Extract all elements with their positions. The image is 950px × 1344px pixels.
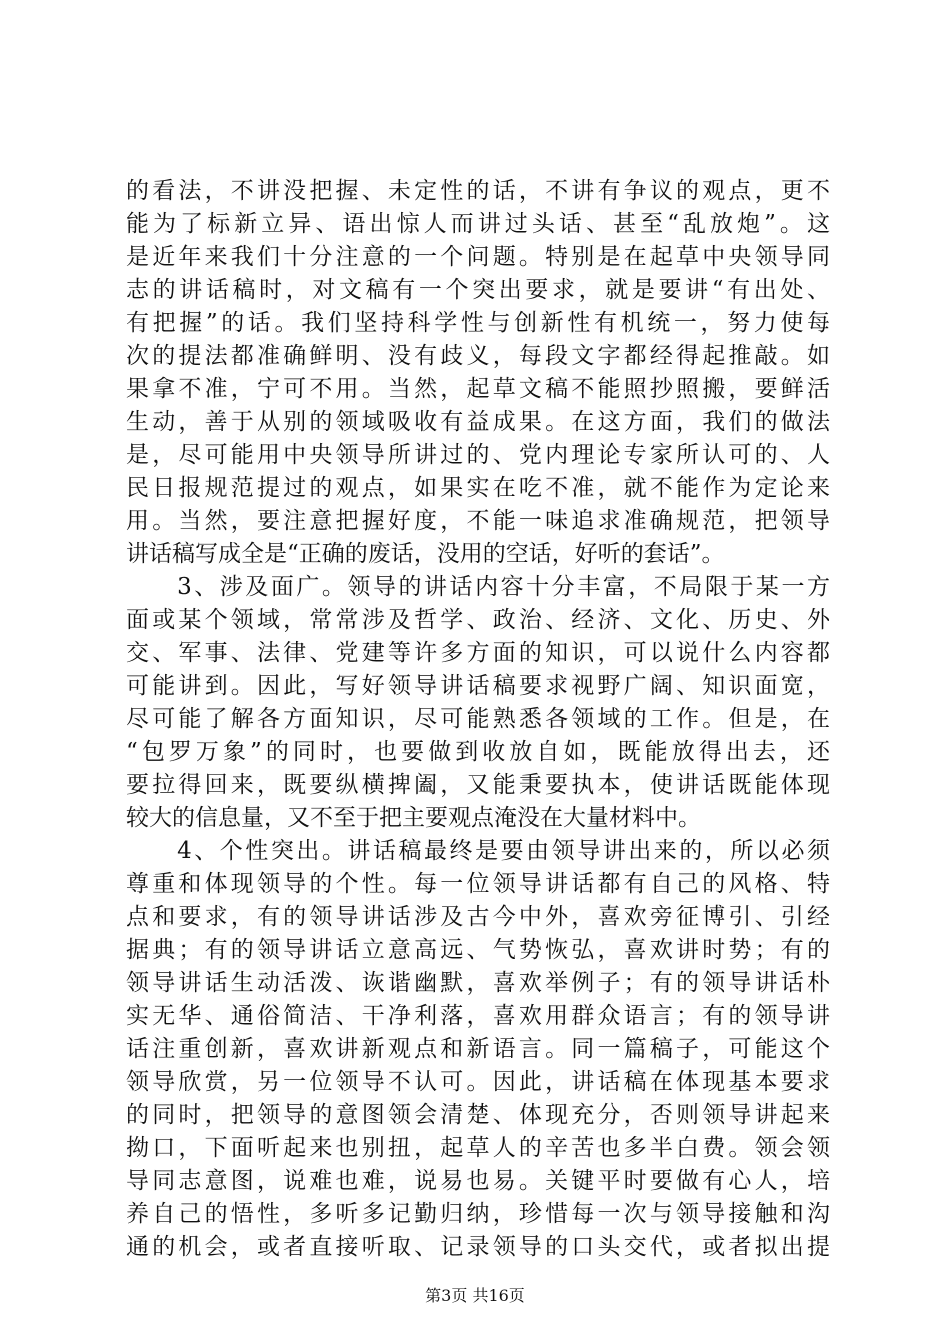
text-line: 面或某个领域，常常涉及哲学、政治、经济、文化、历史、外 <box>126 607 830 633</box>
text-line: 的看法，不讲没把握、未定性的话，不讲有争议的观点，更不 <box>126 178 830 204</box>
text-line: 导同志意图，说难也难，说易也易。关键平时要做有心人，培 <box>126 1168 830 1194</box>
text-line: 能为了标新立异、语出惊人而讲过头话、甚至“乱放炮”。这 <box>126 211 830 237</box>
text-line: 志的讲话稿时，对文稿有一个突出要求，就是要讲“有出处、 <box>126 277 830 303</box>
body-text <box>126 175 830 1264</box>
text-line: 领导欣赏，另一位领导不认可。因此，讲话稿在体现基本要求 <box>126 1069 830 1095</box>
page-footer: 第3页 共16页 <box>425 1286 525 1305</box>
text-line: 交、军事、法律、党建等许多方面的知识，可以说什么内容都 <box>126 640 830 666</box>
text-line: 用。当然，要注意把握好度，不能一味追求准确规范，把领导 <box>126 508 830 534</box>
text-line: 4、个性突出。讲话稿最终是要由领导讲出来的，所以必须 <box>126 838 830 864</box>
text-line: 可能讲到。因此，写好领导讲话稿要求视野广阔、知识面宽， <box>126 673 830 699</box>
text-line: 是近年来我们十分注意的一个问题。特别是在起草中央领导同 <box>126 244 830 270</box>
text-line: 次的提法都准确鲜明、没有歧义，每段文字都经得起推敲。如 <box>126 343 830 369</box>
text-line: 果拿不准，宁可不用。当然，起草文稿不能照抄照搬，要鲜活 <box>126 376 830 402</box>
text-line: “包罗万象”的同时，也要做到收放自如，既能放得出去，还 <box>126 739 830 765</box>
text-line: 领导讲话生动活泼、诙谐幽默，喜欢举例子；有的领导讲话朴 <box>126 970 830 996</box>
text-line: 点和要求，有的领导讲话涉及古今中外，喜欢旁征博引、引经 <box>126 904 830 930</box>
text-line: 据典；有的领导讲话立意高远、气势恢弘，喜欢讲时势；有的 <box>126 937 830 963</box>
text-line: 3、涉及面广。领导的讲话内容十分丰富，不局限于某一方 <box>126 574 830 600</box>
text-line: 实无华、通俗简洁、干净利落，喜欢用群众语言；有的领导讲 <box>126 1003 830 1029</box>
text-line: 话注重创新，喜欢讲新观点和新语言。同一篇稿子，可能这个 <box>126 1036 830 1062</box>
text-line: 养自己的悟性，多听多记勤归纳，珍惜每一次与领导接触和沟 <box>126 1201 830 1227</box>
text-line: 较大的信息量，又不至于把主要观点淹没在大量材料中。 <box>126 805 701 831</box>
text-line: 生动，善于从别的领域吸收有益成果。在这方面，我们的做法 <box>126 409 830 435</box>
text-line: 通的机会，或者直接听取、记录领导的口头交代，或者拟出提 <box>126 1234 830 1260</box>
text-line: 要拉得回来，既要纵横捭阖，又能秉要执本，使讲话既能体现 <box>126 772 830 798</box>
text-line: 有把握”的话。我们坚持科学性与创新性有机统一，努力使每 <box>126 310 830 336</box>
text-line: 是，尽可能用中央领导所讲过的、党内理论专家所认可的、人 <box>126 442 830 468</box>
text-line: 尽可能了解各方面知识，尽可能熟悉各领域的工作。但是，在 <box>126 706 830 732</box>
text-line: 讲话稿写成全是“正确的废话，没用的空话，好听的套话”。 <box>126 541 725 567</box>
text-line: 民日报规范提过的观点，如果实在吃不准，就不能作为定论来 <box>126 475 830 501</box>
text-line: 尊重和体现领导的个性。每一位领导讲话都有自己的风格、特 <box>126 871 830 897</box>
text-line: 拗口，下面听起来也别扭，起草人的辛苦也多半白费。领会领 <box>126 1135 830 1161</box>
text-line: 的同时，把领导的意图领会清楚、体现充分，否则领导讲起来 <box>126 1102 830 1128</box>
